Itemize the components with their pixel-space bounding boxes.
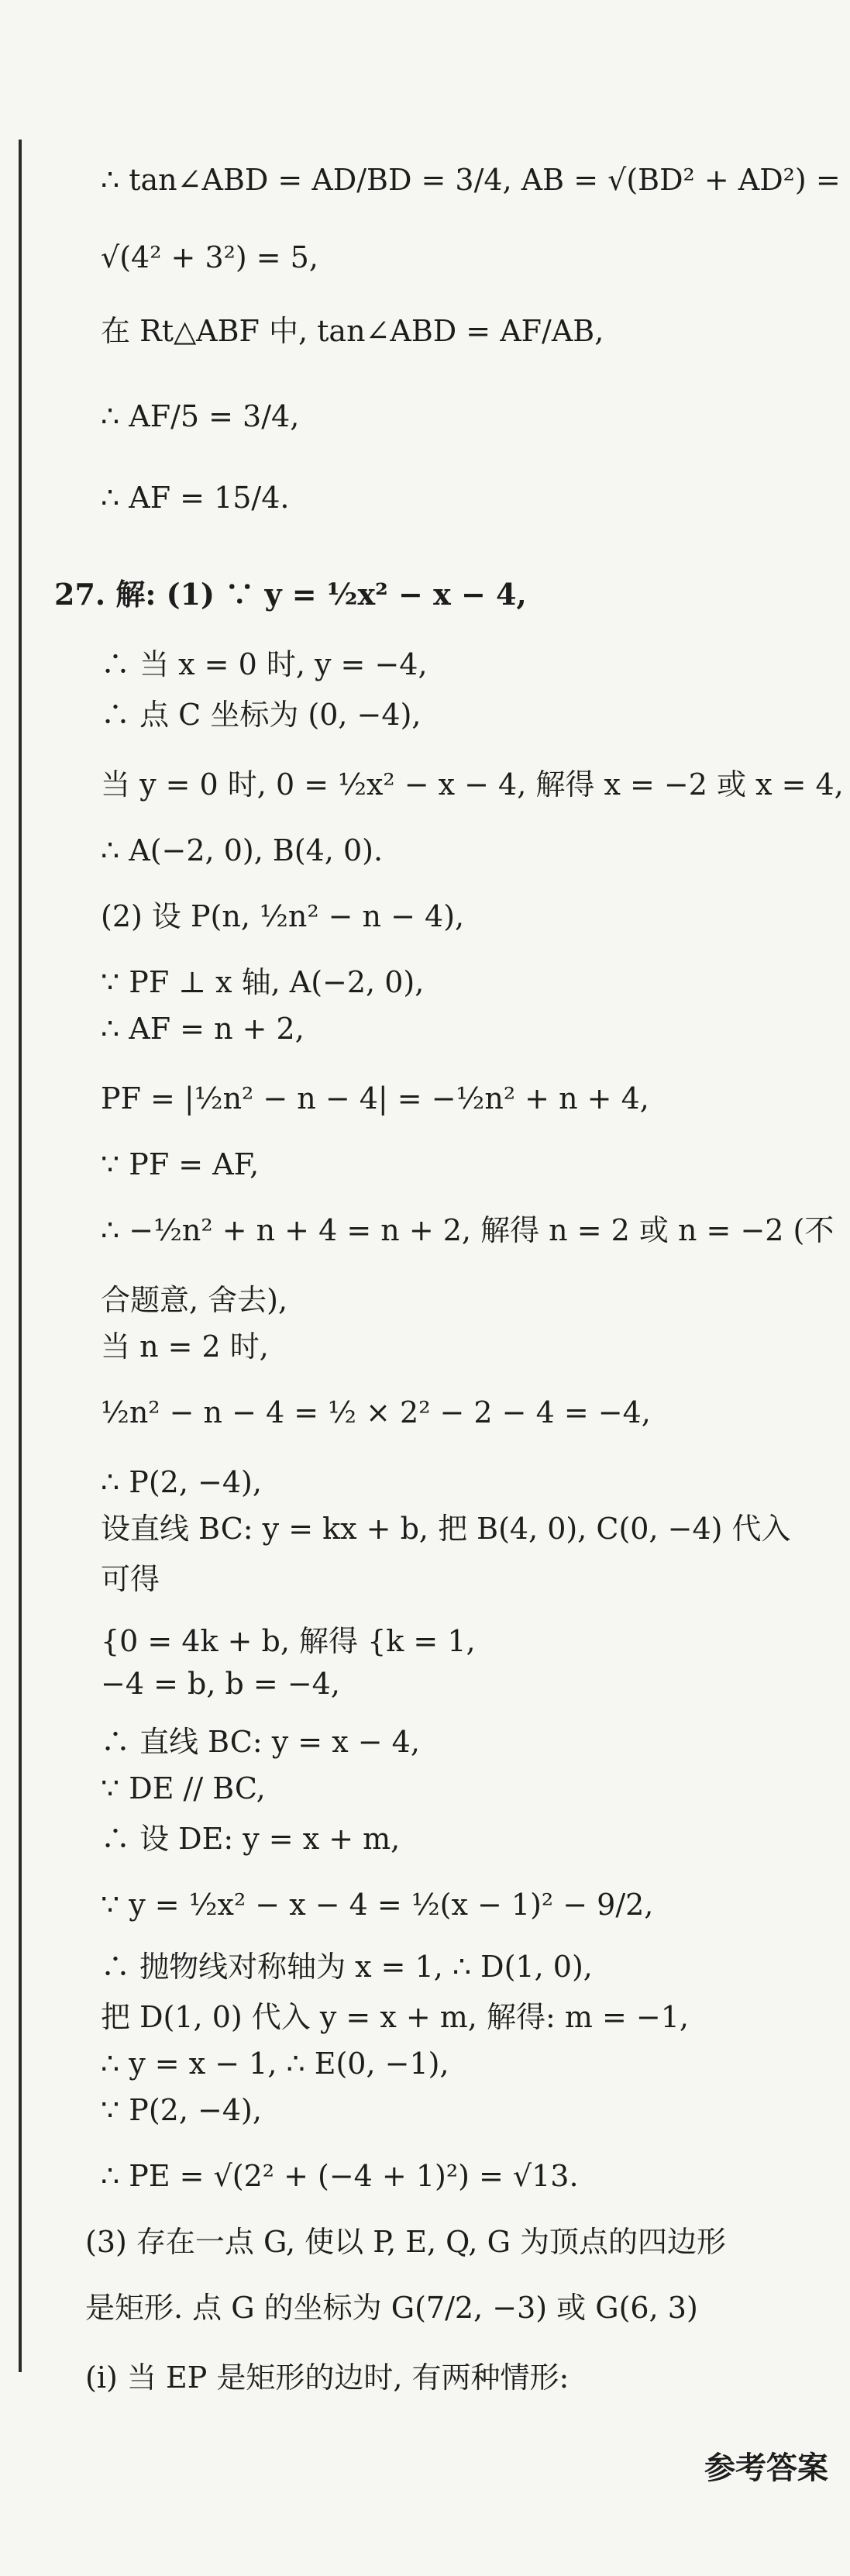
text-line: ½n² − n − 4 = ½ × 2² − 2 − 4 = −4,	[101, 1395, 651, 1429]
text-line: 当 n = 2 时,	[101, 1329, 269, 1364]
text-line: ∴ 当 x = 0 时, y = −4,	[101, 647, 428, 681]
text-line: ∴ 直线 BC: y = x − 4,	[101, 1725, 420, 1759]
text-line: ∴ 抛物线对称轴为 x = 1, ∴ D(1, 0),	[101, 1950, 593, 1984]
text-line: ∵ DE // BC,	[101, 1771, 266, 1805]
question-27-line: 27. 解: (1) ∵ y = ½x² − x − 4,	[54, 577, 527, 612]
text-line: ∵ P(2, −4),	[101, 2093, 262, 2127]
text-line: ∴ y = x − 1, ∴ E(0, −1),	[101, 2047, 449, 2081]
text-line: 设直线 BC: y = kx + b, 把 B(4, 0), C(0, −4) 代入	[101, 1512, 791, 1546]
text-line: PF = |½n² − n − 4| = −½n² + n + 4,	[101, 1081, 649, 1116]
text-line: ∴ −½n² + n + 4 = n + 2, 解得 n = 2 或 n = −2 (不	[101, 1213, 835, 1247]
text-line: ∴ P(2, −4),	[101, 1465, 262, 1499]
text-line: ∴ AF/5 = 3/4,	[101, 399, 300, 433]
text-line: ∵ PF ⊥ x 轴, A(−2, 0),	[101, 965, 425, 999]
text-line: (i) 当 EP 是矩形的边时, 有两种情形:	[85, 2360, 570, 2395]
text-line: ∴ A(−2, 0), B(4, 0).	[101, 833, 384, 867]
text-line: 在 Rt△ABF 中, tan∠ABD = AF/AB,	[101, 314, 604, 348]
text-line: ∴ tan∠ABD = AD/BD = 3/4, AB = √(BD² + AD²) =	[101, 163, 841, 197]
text-line: ∴ AF = 15/4.	[101, 481, 290, 515]
text-line: 合题意, 舍去),	[101, 1283, 288, 1317]
footer-label: 参考答案	[704, 2450, 828, 2486]
text-line: 当 y = 0 时, 0 = ½x² − x − 4, 解得 x = −2 或 x = 4,	[101, 767, 844, 802]
text-line: ∵ y = ½x² − x − 4 = ½(x − 1)² − 9/2,	[101, 1888, 654, 1922]
text-line: ∴ 点 C 坐标为 (0, −4),	[101, 698, 422, 732]
text-line: ∴ 设 DE: y = x + m,	[101, 1822, 401, 1856]
text-line: 可得	[101, 1562, 160, 1596]
text-line: {0 = 4k + b, 解得 {k = 1,	[101, 1624, 476, 1658]
text-line: −4 = b, b = −4,	[101, 1667, 340, 1701]
text-line: (3) 存在一点 G, 使以 P, E, Q, G 为顶点的四边形	[85, 2225, 727, 2259]
text-line: ∴ PE = √(2² + (−4 + 1)²) = √13.	[101, 2159, 579, 2193]
text-line: ∴ AF = n + 2,	[101, 1012, 305, 1046]
text-line: ∵ PF = AF,	[101, 1147, 260, 1181]
margin-rule	[19, 140, 22, 2372]
text-line: 是矩形. 点 G 的坐标为 G(7/2, −3) 或 G(6, 3)	[85, 2291, 698, 2325]
text-line: 把 D(1, 0) 代入 y = x + m, 解得: m = −1,	[101, 2000, 689, 2034]
text-line: √(4² + 3²) = 5,	[101, 240, 318, 274]
text-line: (2) 设 P(n, ½n² − n − 4),	[101, 899, 465, 933]
